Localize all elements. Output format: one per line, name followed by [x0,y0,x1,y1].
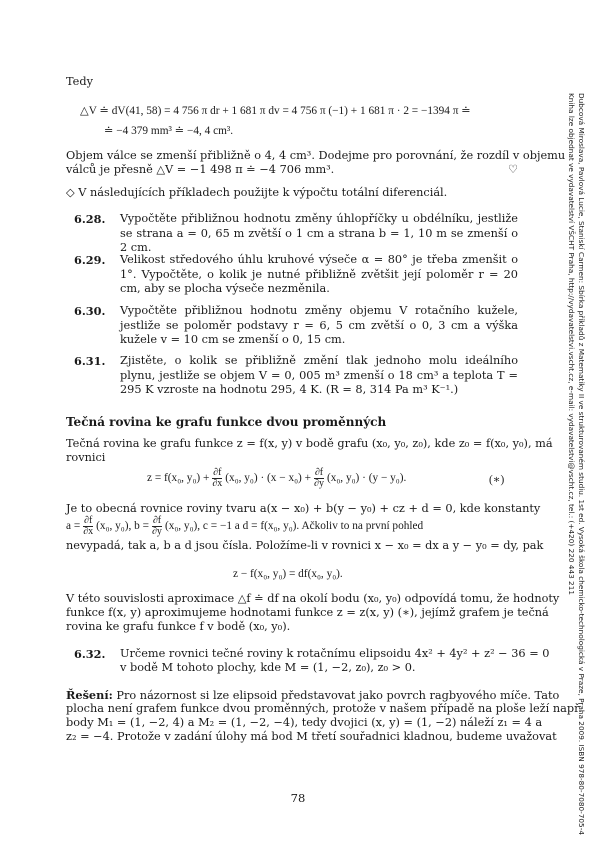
sidebar-citation [548,93,586,835]
end-of-example-heart: ♡ [508,163,519,176]
solution-text: plocha není grafem funkce dvou proměnných, protože v našem případě na ploše leží např. [66,702,582,715]
equation-tag: (∗) [489,474,505,486]
plane-form-paragraph-cont: nevypadá, tak a, b a d jsou čísla. Položíme-li v rovnici x − x₀ = dx a y − y₀ = dy, pak [66,539,544,552]
fraction-numerator: ∂f [84,515,93,526]
solution-line [66,688,559,703]
fraction-numerator: ∂f [213,467,222,478]
equation-part: z = f(x₀, y₀) + [147,472,210,485]
exercise-text: Vypočtěte přibližnou hodnotu změny objemu V rotačního kužele, jestliže se poloměr podstavy r = 6, 5 cm zvětší o 0, 3 cm a výška kužele v = 10 cm se zmenší o 0, 15 cm. [120,304,518,346]
partial-fraction-x [212,468,222,489]
approximation-paragraph-cont: funkce f(x, y) aproximujeme hodnotami funkce z = z(x, y) (∗), jejímž grafem je tečná [66,606,549,619]
exercise-text: Vypočtěte přibližnou hodnotu změny úhlopříčky u obdélníku, jestliže se strana a = 0, 65 m zvětší o 1 cm a strana b = 1, 10 m se zmenší o 2 cm. [120,212,518,254]
exercise-number: 6.30. [74,304,106,318]
paragraph-comparison: Objem válce se zmenší přibližně o 4, 4 cm³. Dodejme pro porovnání, že rozdíl v objemu [66,149,566,162]
plane-constants-line [66,516,423,537]
tangent-plane-equation [147,468,406,489]
volume-change-equation-cont: ≐ −4 379 mm³ ≐ −4, 4 cm³. [104,125,234,137]
fraction-denominator: ∂x [83,526,94,537]
page-number: 78 [290,791,306,805]
equation-part: (x₀, y₀) · (y − y₀). [326,472,407,485]
exercise-text: Zjistěte, o kolik se přibližně změní tlak jednoho molu ideálního plynu, jestliže se objem V = 0, 005 m³ zmenší o 18 cm³ a teplota T = 295 K vzroste na hodnotu 295, 4 K. (R = 8, 314 Pa m³ K⁻¹.) [120,354,518,396]
fraction-numerator: ∂f [314,467,324,478]
intro-text: Tedy [66,75,93,88]
partial-fraction-x [83,516,93,537]
fraction-numerator: ∂f [152,515,162,526]
fraction-denominator: ∂y [151,526,162,537]
section-heading: Tečná rovina ke grafu funkce dvou proměnných [66,415,387,429]
exercise-number: 6.28. [74,212,106,226]
differential-equation: z − f(x₀, y₀) = df(x₀, y₀). [233,568,343,580]
solution-text: body M₁ = (1, −2, 4) a M₂ = (1, −2, −4), tedy dvojici (x, y) = (1, −2) náleží z₁ = 4 a [66,716,543,729]
approximation-paragraph: V této souvislosti aproximace △f ≐ df na okolí bodu (x₀, y₀) odpovídá tomu, že hodnoty [66,592,560,605]
exercise-number: 6.29. [74,253,106,267]
equation-part: (x₀, y₀), b = [96,520,149,533]
equation-part: (x₀, y₀) · (x − x₀) + [225,472,312,485]
solution-text: z₂ = −4. Protože v zadání úlohy má bod M třetí souřadnici kladnou, budeme uvažovat [66,730,557,743]
equation-part: (x₀, y₀), c = −1 a d = f(x₀, y₀). Ačkoliv to na první pohled [164,520,424,533]
paragraph-comparison-cont: válců je přesně △V = −1 498 π ≐ −4 706 mm³. [66,163,335,176]
citation-line: Dubcová Miroslava, Pavlová Lucie, Staniskí Carmen: Sbírka příkladů z Matematiky II ve strukturovaném studiu. 1st ed. Vysoká škola chemicko-technologická v Praze, Praha 2009. ISBN 978-80-7080-705-4 [577,93,586,835]
section-paragraph: Tečná rovina ke grafu funkce z = f(x, y) v bodě grafu (x₀, y₀, z₀), kde z₀ = f(x₀, y₀), má [66,437,553,450]
section-paragraph-cont: rovnici [66,451,106,464]
exercise-text: Velikost středového úhlu kruhové výseče α = 80° je třeba zmenšit o 1°. Vypočtěte, o kolik je nutné přibližně zvětšit její poloměr r = 20 cm, aby se plocha výseče nezměnila. [120,253,518,295]
exercise-632-text-cont: v bodě M tohoto plochy, kde M = (1, −2, z₀), z₀ > 0. [120,661,416,674]
equation-part: a = [66,520,81,533]
fraction-denominator: ∂x [212,478,223,489]
exercise-intro: ◇ V následujících příkladech použijte k výpočtu totální diferenciál. [66,186,448,199]
plane-form-paragraph: Je to obecná rovnice roviny tvaru a(x − x₀) + b(y − y₀) + cz + d = 0, kde konstanty [66,502,541,515]
solution-label: Řešení: [66,688,113,702]
exercise-number: 6.32. [74,647,106,661]
approximation-paragraph-end: rovina ke grafu funkce f v bodě (x₀, y₀). [66,620,291,633]
partial-fraction-y [314,468,324,489]
fraction-denominator: ∂y [314,478,324,489]
partial-fraction-y [152,516,162,537]
ordering-info-line: Kniha lze objednat ve vydavatelství VŠCHT Praha, http://vydavatelstvi.vscht.cz, e-mail: vydavatelstvi@vscht.cz, tel.: (+420) 220 443 211 [567,93,577,595]
exercise-632-text: Určeme rovnici tečné roviny k rotačnímu elipsoidu 4x² + 4y² + z² − 36 = 0 [120,647,550,660]
solution-text: Pro názornost si lze elipsoid představovat jako povrch ragbyového míče. Tato [112,689,560,702]
volume-change-equation: △V ≐ dV(41, 58) = 4 756 π dr + 1 681 π dv = 4 756 π (−1) + 1 681 π · 2 = −1394 π ≐ [80,105,471,117]
exercise-number: 6.31. [74,354,106,368]
